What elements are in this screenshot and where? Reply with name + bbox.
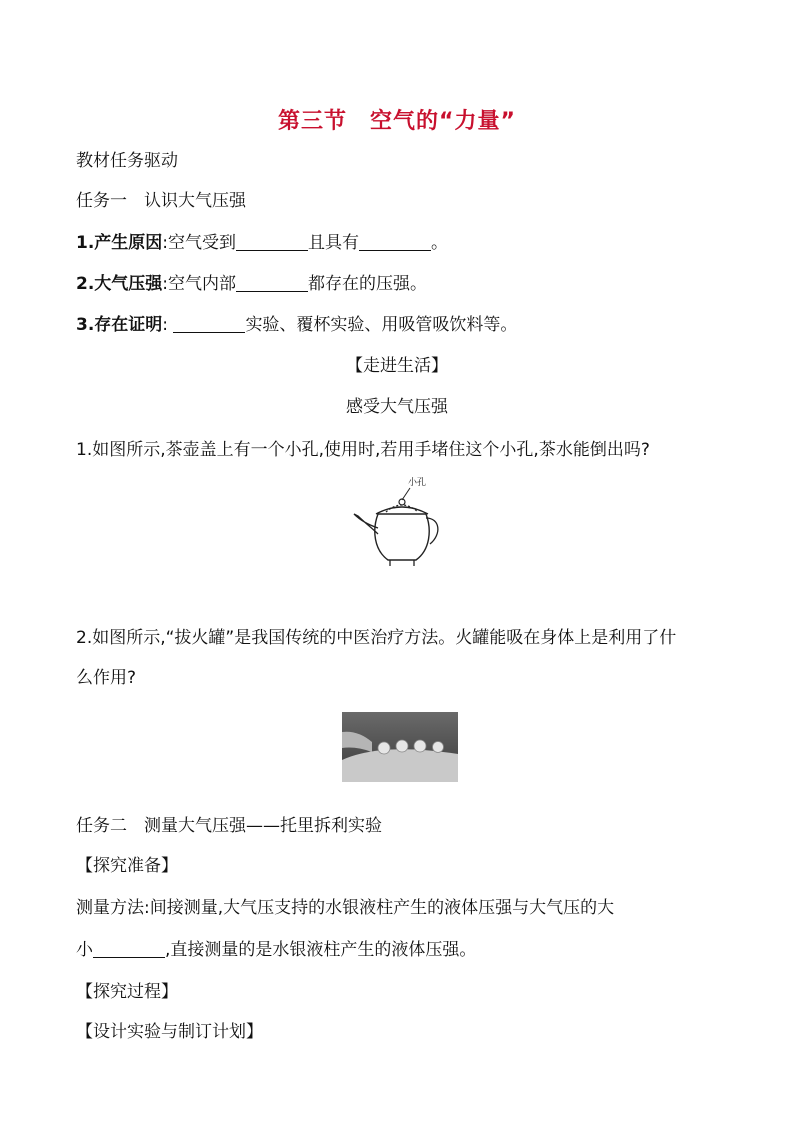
item2-text-a: :空气内部 — [162, 274, 237, 294]
life-bracket-title: 【走进生活】 — [346, 356, 448, 376]
teapot-illustration — [350, 474, 446, 570]
item1-text-a: :空气受到 — [162, 233, 237, 253]
item3-number: 3. — [76, 315, 95, 335]
life-subtitle: 感受大气压强 — [346, 397, 448, 417]
item1-text-c: 。 — [431, 233, 449, 253]
item1-label: 产生原因 — [94, 233, 163, 253]
item2-number: 2. — [76, 274, 95, 294]
design-bracket: 【设计实验与制订计划】 — [76, 1022, 263, 1042]
answer-blank[interactable] — [93, 940, 165, 958]
question-1: 1.如图所示,茶壶盖上有一个小孔,使用时,若用手堵住这个小孔,茶水能倒出吗? — [76, 440, 650, 460]
answer-blank[interactable] — [359, 233, 431, 251]
cupping-photo — [342, 712, 458, 782]
item3-label: 存在证明 — [94, 315, 163, 335]
method-line-2 — [76, 939, 476, 961]
answer-blank[interactable] — [173, 315, 245, 333]
page-title: 第三节 空气的“力量” — [278, 109, 516, 134]
item2-label: 大气压强 — [94, 274, 163, 294]
item2-text-b: 都存在的压强。 — [308, 274, 428, 294]
answer-blank[interactable] — [236, 233, 308, 251]
item3-text-a: : — [162, 315, 174, 335]
section-heading: 教材任务驱动 — [76, 151, 178, 171]
method-text-b: ,直接测量的是水银液柱产生的液体压强。 — [165, 940, 477, 960]
question-2-line1: 2.如图所示,“拔火罐”是我国传统的中医治疗方法。火罐能吸在身体上是利用了什 — [76, 628, 677, 648]
method-line-1: 测量方法:间接测量,大气压支持的水银液柱产生的液体压强与大气压的大 — [76, 898, 615, 918]
task1-item3 — [76, 314, 517, 336]
question-2-line2: 么作用? — [76, 668, 137, 688]
item3-text-b: 实验、覆杯实验、用吸管吸饮料等。 — [245, 315, 518, 335]
prep-bracket: 【探究准备】 — [76, 856, 178, 876]
task1-item1 — [76, 232, 448, 254]
task1-item2 — [76, 273, 427, 295]
task1-heading: 任务一 认识大气压强 — [76, 191, 246, 211]
item1-number: 1. — [76, 233, 95, 253]
task2-heading: 任务二 测量大气压强——托里拆利实验 — [76, 816, 382, 836]
method-text-a: 小 — [76, 940, 93, 960]
teapot-hole-label: 小孔 — [408, 478, 427, 488]
item1-text-b: 且具有 — [308, 233, 360, 253]
answer-blank[interactable] — [236, 274, 308, 292]
process-bracket: 【探究过程】 — [76, 982, 178, 1002]
